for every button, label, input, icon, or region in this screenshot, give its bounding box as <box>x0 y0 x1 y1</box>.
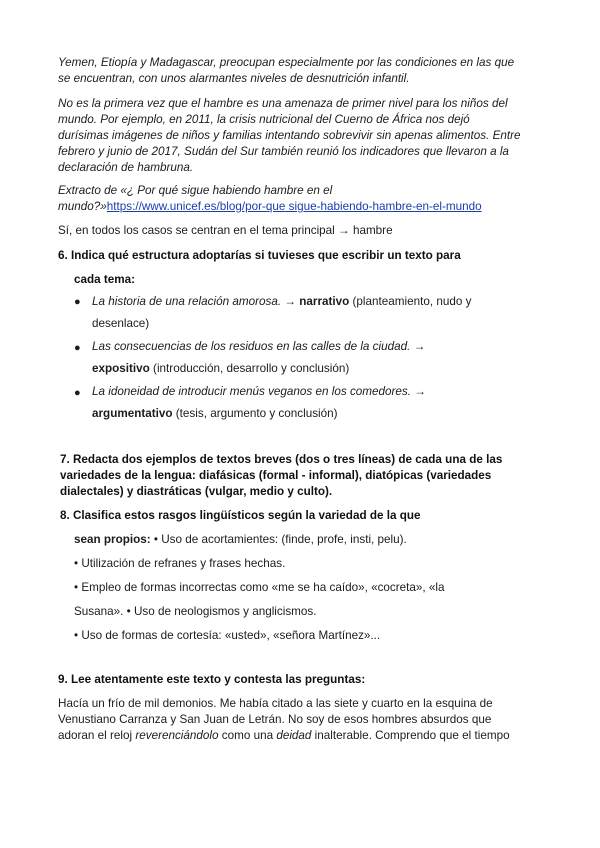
q6-item-argumentative: La idoneidad de introducir menús veganos en los comedores. → <box>92 385 426 398</box>
question-7 <box>60 452 540 500</box>
source-extract <box>58 183 538 215</box>
bullet-icon: ● <box>74 387 81 399</box>
question-6-title: 6. Indica qué estructura adoptarías si tuvieses que escribir un texto para <box>58 249 461 262</box>
text-line: Hacía un frío de mil demonios. Me había citado a las siete y cuarto en la esquina de <box>58 697 493 710</box>
bullet-icon: ● <box>74 342 81 354</box>
q6-item-expository: Las consecuencias de los residuos en las calles de la ciudad. → <box>92 340 426 353</box>
paragraph-hunger <box>58 96 538 176</box>
q8-feature-3: • Empleo de formas incorrectas como «me se ha caído», «cocreta», «la <box>74 581 445 594</box>
paragraph-line: mundo. Por ejemplo, en 2011, la crisis nutricional del Cuerno de África nos dejó <box>58 113 470 126</box>
question-line: dialectales) y diastráticas (vulgar, medio y culto). <box>60 485 333 498</box>
question-line: 7. Redacta dos ejemplos de textos breves (dos o tres líneas) de cada una de las <box>60 453 503 466</box>
q6-item-expository-cont: expositivo (introducción, desarrollo y conclusión) <box>92 362 350 375</box>
paragraph-line: febrero y junio de 2017, Sudán del Sur también reunió los indicadores que llevaron a la <box>58 145 509 158</box>
q6-item-argumentative-cont: argumentativo (tesis, argumento y conclusión) <box>92 407 338 420</box>
question-9-title: 9. Lee atentamente este texto y contesta las preguntas: <box>58 673 366 686</box>
paragraph-line: Yemen, Etiopía y Madagascar, preocupan especialmente por las condiciones en las que <box>58 56 515 69</box>
question-line: variedades de la lengua: diafásicas (formal - informal), diatópicas (variedades <box>60 469 492 482</box>
q8-feature-5: • Uso de formas de cortesía: «usted», «señora Martínez»... <box>74 629 381 642</box>
bullet-icon: ● <box>74 296 81 308</box>
q8-feature-1: sean propios: • Uso de acortamientes: (finde, profe, insti, pelu). <box>74 533 407 546</box>
paragraph-line: durísimas imágenes de niños y familias intentando sobrevivir sin apenas alimentos. Entre <box>58 129 521 142</box>
source-link[interactable]: https://www.unicef.es/blog/por-que sigue-habiendo-hambre-en-el-mundo <box>106 200 482 213</box>
text-line: adoran el reloj reverenciándolo como una deidad inalterable. Comprendo que el tiempo <box>58 729 510 742</box>
extract-line: Extracto de «¿ Por qué sigue habiendo hambre en el <box>58 184 333 197</box>
q9-text <box>58 696 538 744</box>
paragraph-line: No es la primera vez que el hambre es una amenaza de primer nivel para los niños del <box>58 97 508 110</box>
answer-5: Sí, en todos los casos se centran en el tema principal → hambre <box>58 224 393 237</box>
question-6-title-cont: cada tema: <box>74 273 136 286</box>
q6-item-narrative-cont: desenlace) <box>92 317 150 330</box>
q8-feature-2: • Utilización de refranes y frases hechas. <box>74 557 286 570</box>
question-8-title: 8. Clasifica estos rasgos lingüísticos según la variedad de la que <box>60 509 421 522</box>
highlight-phrase: desnutrición infantil <box>306 72 407 85</box>
text-line: Venustiano Carranza y San Juan de Letrán. No soy de esos hombres absurdos que <box>58 713 492 726</box>
q8-feature-3-cont: Susana». • Uso de neologismos y anglicismos. <box>74 605 317 618</box>
q6-item-narrative: La historia de una relación amorosa. → narrativo (planteamiento, nudo y <box>92 295 472 308</box>
extract-line: mundo?»https://www.unicef.es/blog/por-que sigue-habiendo-hambre-en-el-mundo <box>58 200 482 213</box>
paragraph-line: se encuentran, con unos alarmantes niveles de desnutrición infantil. <box>58 72 410 85</box>
paragraph-line: declaración de hambruna. <box>58 161 194 174</box>
paragraph-yemen <box>58 55 538 87</box>
